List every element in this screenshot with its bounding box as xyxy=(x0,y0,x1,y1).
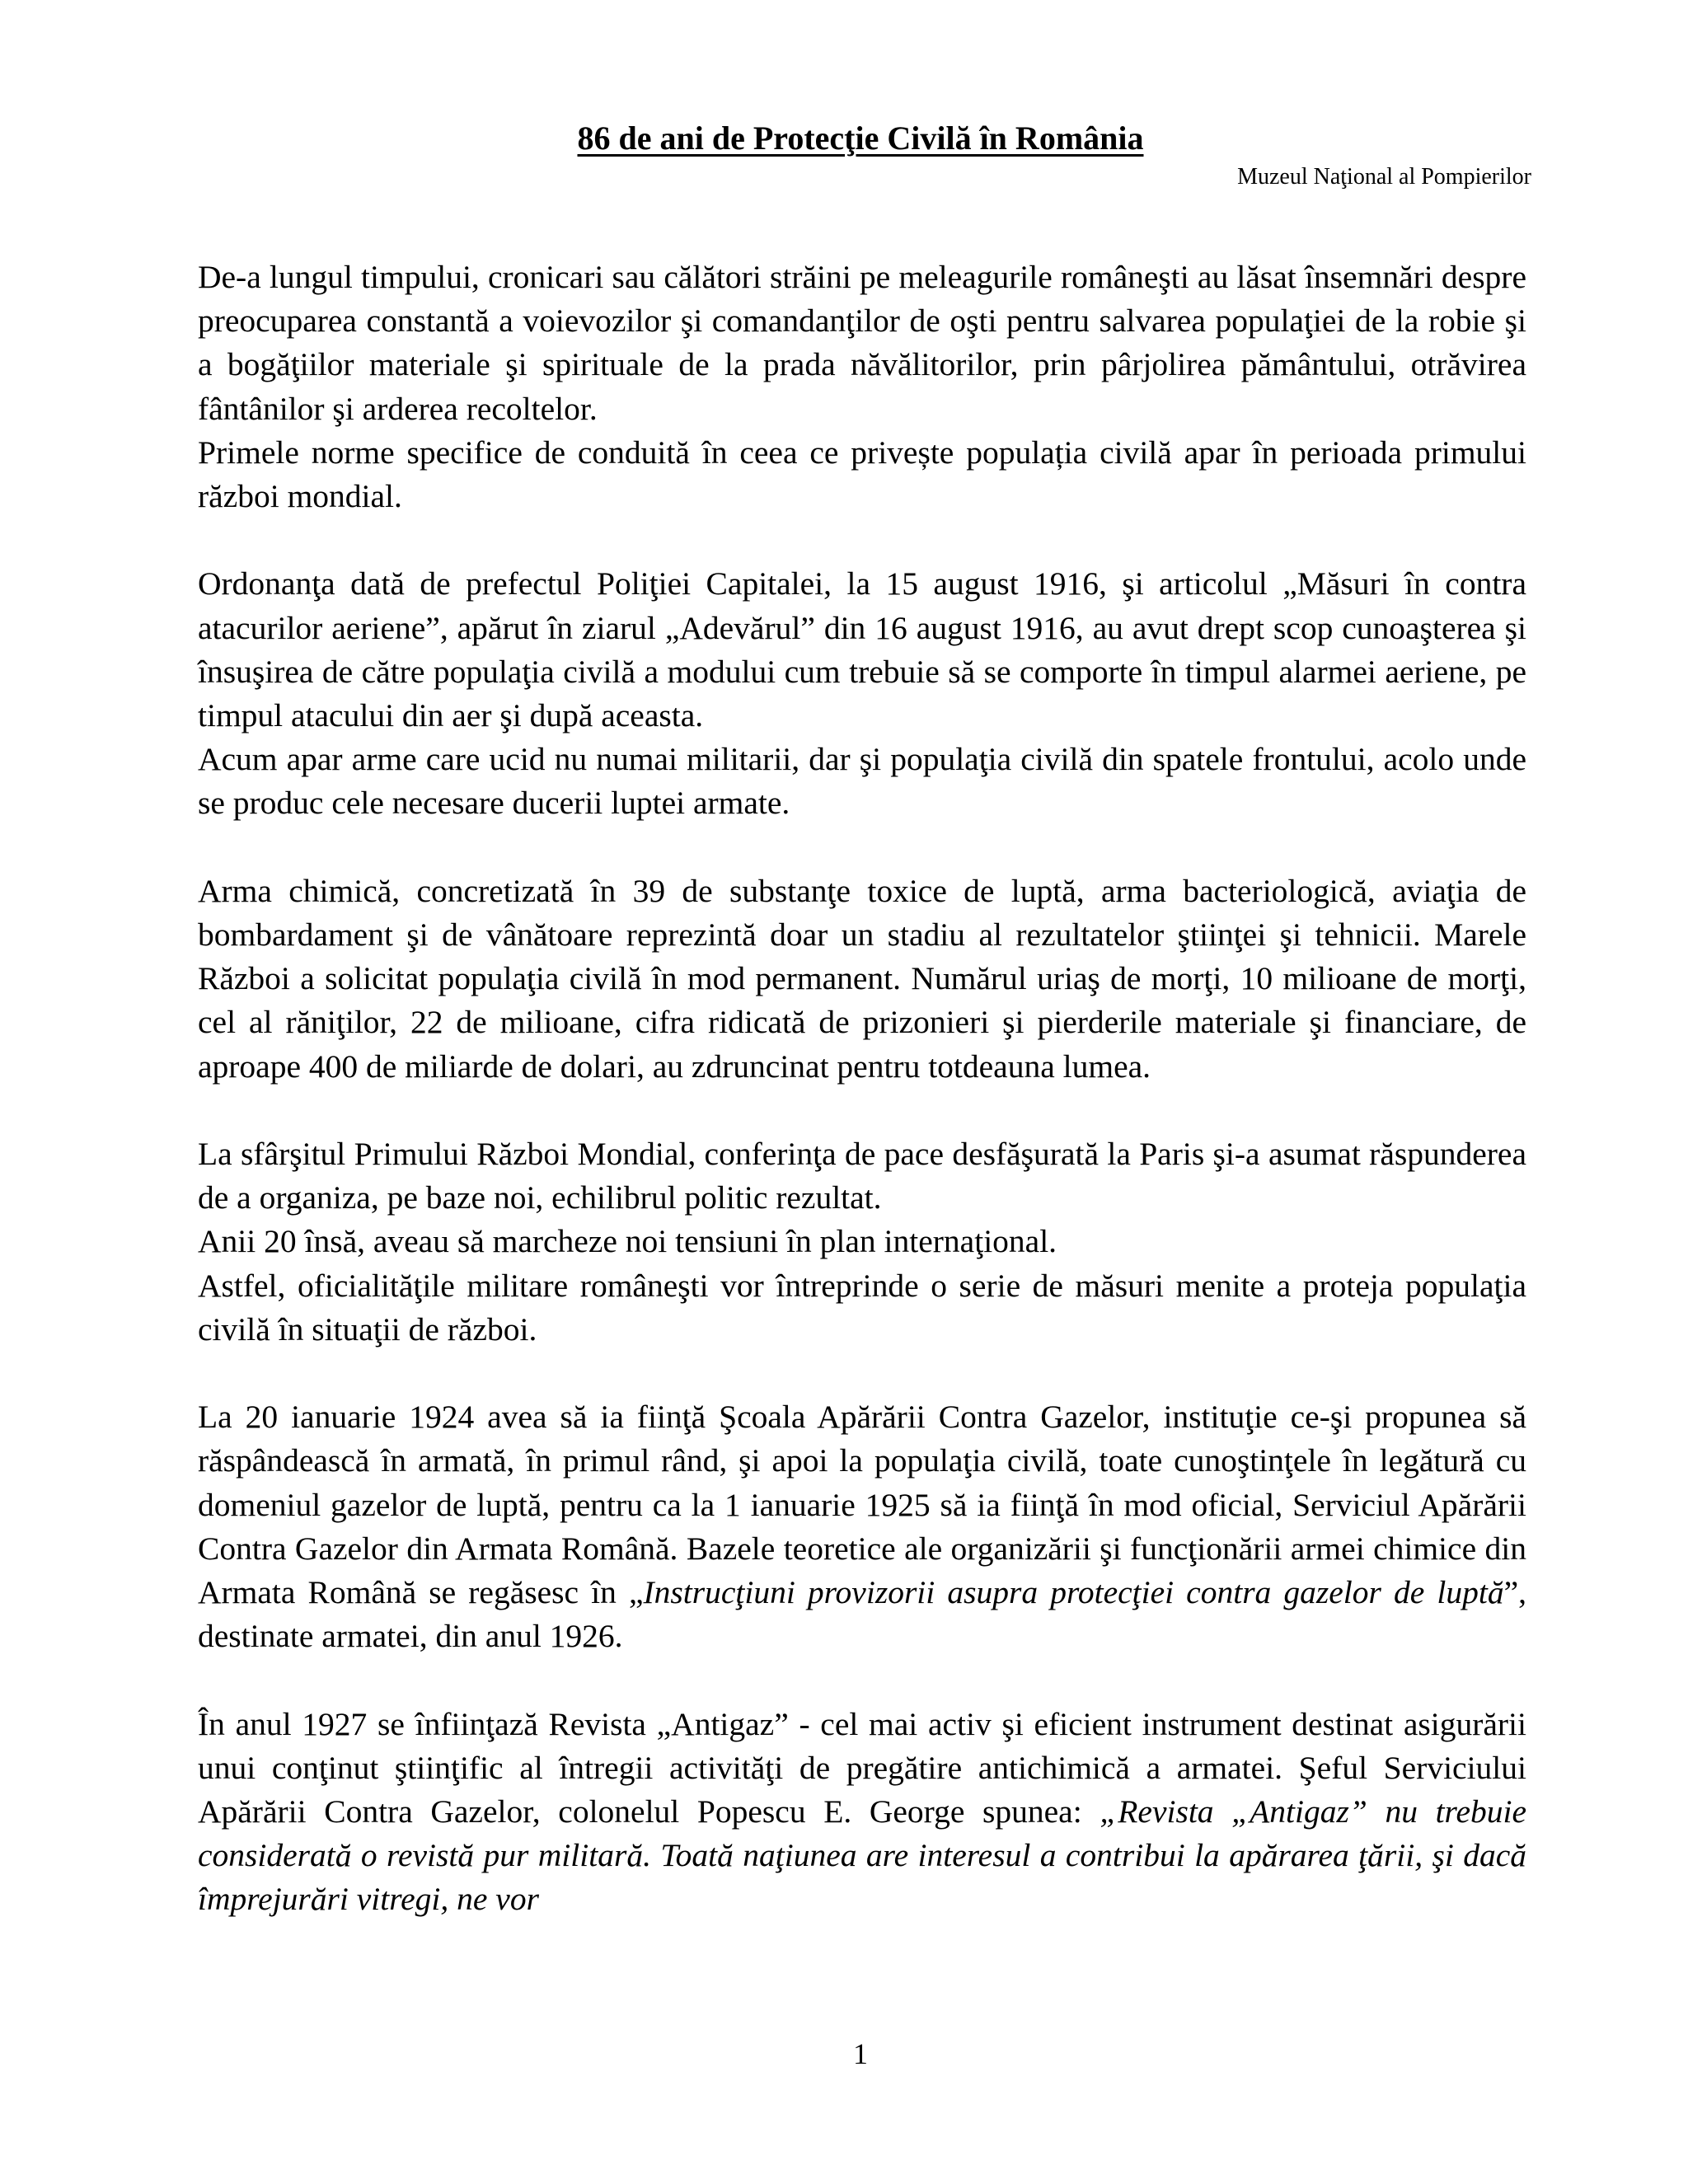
paragraph-3 xyxy=(198,869,1526,1089)
paragraph-6-italic-quote: „Revista „Antigaz” nu trebuie considerată o revistă pur militară. Toată naţiunea are interesul a contribui la apărarea ţării, şi dacă împrejurări vitregi, ne vor xyxy=(198,1793,1526,1918)
paragraph-4 xyxy=(198,1132,1526,1352)
paragraph-1-text-b: Primele norme specifice de conduită în ceea ce privește populația civilă apar în perioada primului război mondial. xyxy=(198,434,1526,515)
document-subtitle: Muzeul Naţional al Pompierilor xyxy=(1237,164,1531,190)
paragraph-2-text-a: Ordonanţa dată de prefectul Poliţiei Capitalei, la 15 august 1916, şi articolul „Măsuri în contra atacurilor aeriene”, apărut în ziarul „Adevărul” din 16 august 1916, au avut drept scop cunoaşterea şi însuşirea de către populaţia civilă a modului cum trebuie să se comporte în timpul alarmei aeriene, pe timpul atacului din aer şi după aceasta. xyxy=(198,565,1526,734)
document-title: 86 de ani de Protecţie Civilă în România xyxy=(577,120,1144,157)
paragraph-3-text-a: Arma chimică, concretizată în 39 de substanţe toxice de luptă, arma bacteriologică, aviaţia de bombardament şi de vânătoare reprezintă doar un stadiu al rezultatelor ştiinţei şi tehnicii. Marele Război a solicitat populaţia civilă în mod permanent. Numărul uriaş de morţi, 10 milioane de morţi, cel al răniţilor, 22 de milioane, cifra ridicată de prizonieri şi pierderile materiale şi financiare, de aproape 400 de miliarde de dolari, au zdruncinat pentru totdeauna lumea. xyxy=(198,872,1526,1085)
document-body xyxy=(198,255,1526,1966)
page-number: 1 xyxy=(853,2037,868,2070)
paragraph-6-text-a: În anul 1927 se înfiinţază Revista „Antigaz” - cel mai activ şi eficient instrument destinat asigurării unui conţinut ştiinţific al întregii activităţi de pregătire antichimică a armatei. Şeful Serviciului Apărării Contra Gazelor, colonelul Popescu E. George spunea: xyxy=(198,1705,1526,1830)
paragraph-4-text-b: Anii 20 însă, aveau să marcheze noi tensiuni în plan internaţional. xyxy=(198,1223,1057,1260)
paragraph-4-text-a: La sfârşitul Primului Război Mondial, conferinţa de pace desfăşurată la Paris şi-a asumat răspunderea de a organiza, pe baze noi, echilibrul politic rezultat. xyxy=(198,1136,1526,1216)
paragraph-5-italic-title: Instrucţiuni provizorii asupra protecţiei contra gazelor de luptă xyxy=(643,1574,1504,1611)
paragraph-5-text-a: La 20 ianuarie 1924 avea să ia fiinţă Şcoala Apărării Contra Gazelor, instituţie ce-şi propunea să răspândească în armată, în primul rând, şi apoi la populaţia civilă, toate cunoştinţele în legătură cu domeniul gazelor de luptă, pentru ca la 1 ianuarie 1925 să ia fiinţă în mod oficial, Serviciul Apărării Contra Gazelor din Armata Română. Bazele teoretice ale organizării şi funcţionării armei chimice din Armata Română se regăsesc în „ xyxy=(198,1399,1526,1611)
paragraph-6 xyxy=(198,1703,1526,1922)
paragraph-1 xyxy=(198,255,1526,518)
paragraph-4-text-c: Astfel, oficialităţile militare româneşti vor întreprinde o serie de măsuri menite a proteja populaţia civilă în situaţii de război. xyxy=(198,1267,1526,1347)
paragraph-5-text-b: ”, destinate armatei, din anul 1926. xyxy=(198,1574,1526,1655)
paragraph-5 xyxy=(198,1395,1526,1658)
paragraph-2 xyxy=(198,562,1526,825)
paragraph-2-text-b: Acum apar arme care ucid nu numai militarii, dar şi populaţia civilă din spatele frontului, acolo unde se produc cele necesare ducerii luptei armate. xyxy=(198,741,1526,822)
paragraph-1-text-a: De-a lungul timpului, cronicari sau călători străini pe meleagurile româneşti au lăsat însemnări despre preocuparea constantă a voievozilor şi comandanţilor de oşti pentru salvarea populaţiei de la robie şi a bogăţiilor materiale şi spirituale de la prada năvălitorilor, prin pârjolirea pământului, otrăvirea fântânilor şi arderea recoltelor. xyxy=(198,259,1526,427)
